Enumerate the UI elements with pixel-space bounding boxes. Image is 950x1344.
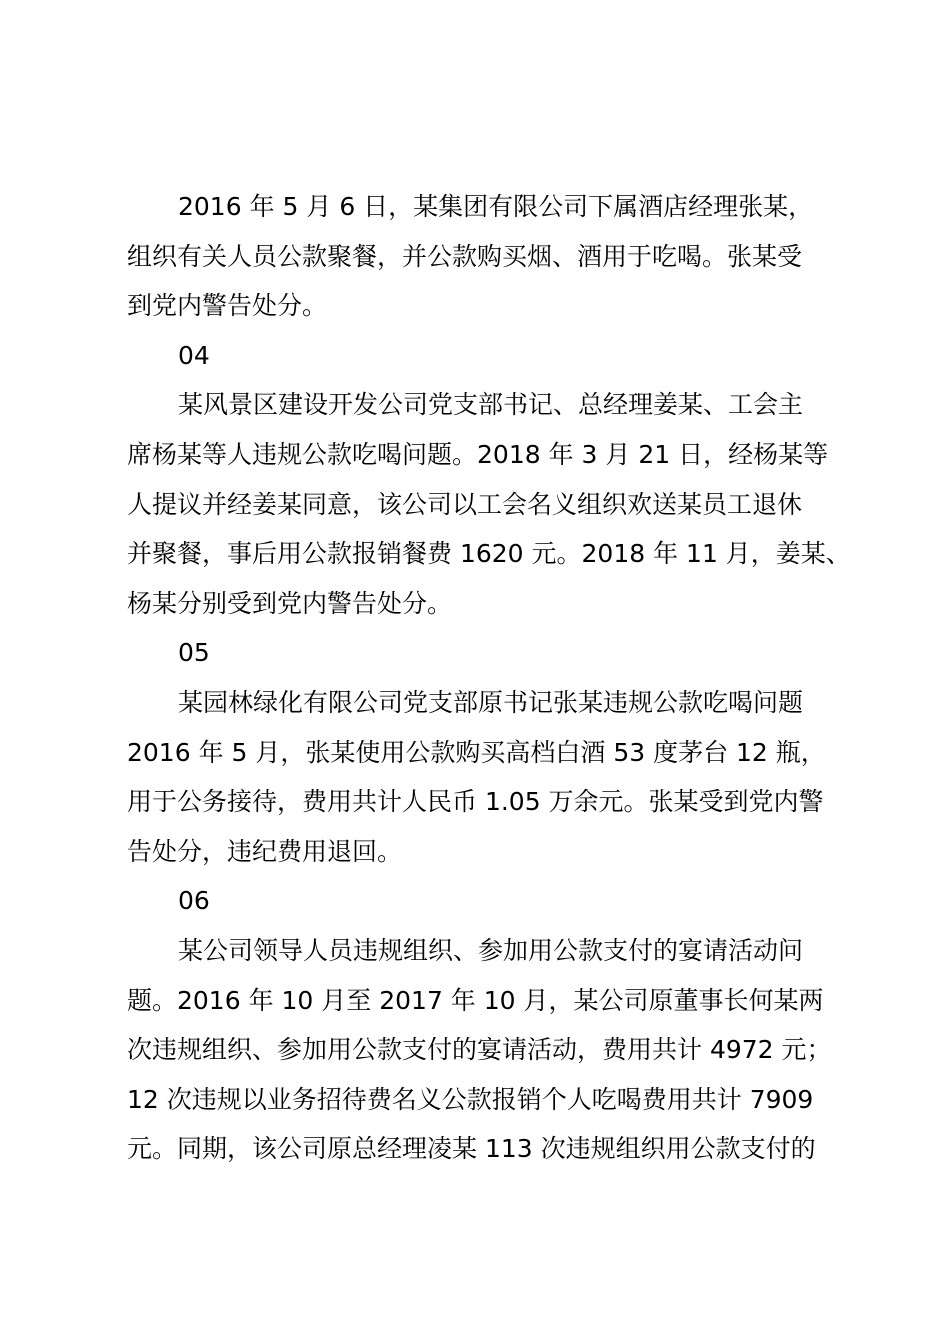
text-line: 杨某分别受到党内警告处分。	[127, 588, 453, 618]
text-line: 某风景区建设开发公司党支部书记、总经理姜某、工会主	[178, 390, 804, 420]
text-line: 某园林绿化有限公司党支部原书记张某违规公款吃喝问题	[178, 687, 804, 717]
text-line: 2016 年 5 月 6 日，某集团有限公司下属酒店经理张某，	[178, 192, 814, 221]
text-line: 席杨某等人违规公款吃喝问题。2018 年 3 月 21 日，经杨某等	[127, 439, 829, 469]
text-line: 次违规组织、参加用公款支付的宴请活动，费用共计 4972 元；	[127, 1035, 832, 1065]
section-number: 06	[178, 886, 210, 916]
text-line: 并聚餐，事后用公款报销餐费 1620 元。2018 年 11 月，姜某、	[127, 539, 851, 569]
text-line: 组织有关人员公款聚餐，并公款购买烟、酒用于吃喝。张某受	[127, 241, 803, 271]
text-line: 人提议并经姜某同意，该公司以工会名义组织欢送某员工退休	[127, 489, 803, 519]
text-line: 2016 年 5 月，张某使用公款购买高档白酒 53 度茅台 12 瓶，	[127, 737, 826, 767]
text-line: 题。2016 年 10 月至 2017 年 10 月，某公司原董事长何某两	[127, 985, 824, 1015]
text-line: 到党内警告处分。	[127, 291, 328, 321]
section-number: 05	[178, 638, 210, 668]
section-number: 04	[178, 340, 210, 370]
text-line: 用于公务接待，费用共计人民币 1.05 万余元。张某受到党内警	[127, 787, 824, 817]
document-body	[127, 182, 857, 1174]
text-line: 元。同期，该公司原总经理凌某 113 次违规组织用公款支付的	[127, 1134, 816, 1164]
text-line: 告处分，违纪费用退回。	[127, 836, 403, 866]
text-line: 12 次违规以业务招待费名义公款报销个人吃喝费用共计 7909	[127, 1084, 814, 1114]
text-line: 某公司领导人员违规组织、参加用公款支付的宴请活动问	[178, 935, 804, 965]
